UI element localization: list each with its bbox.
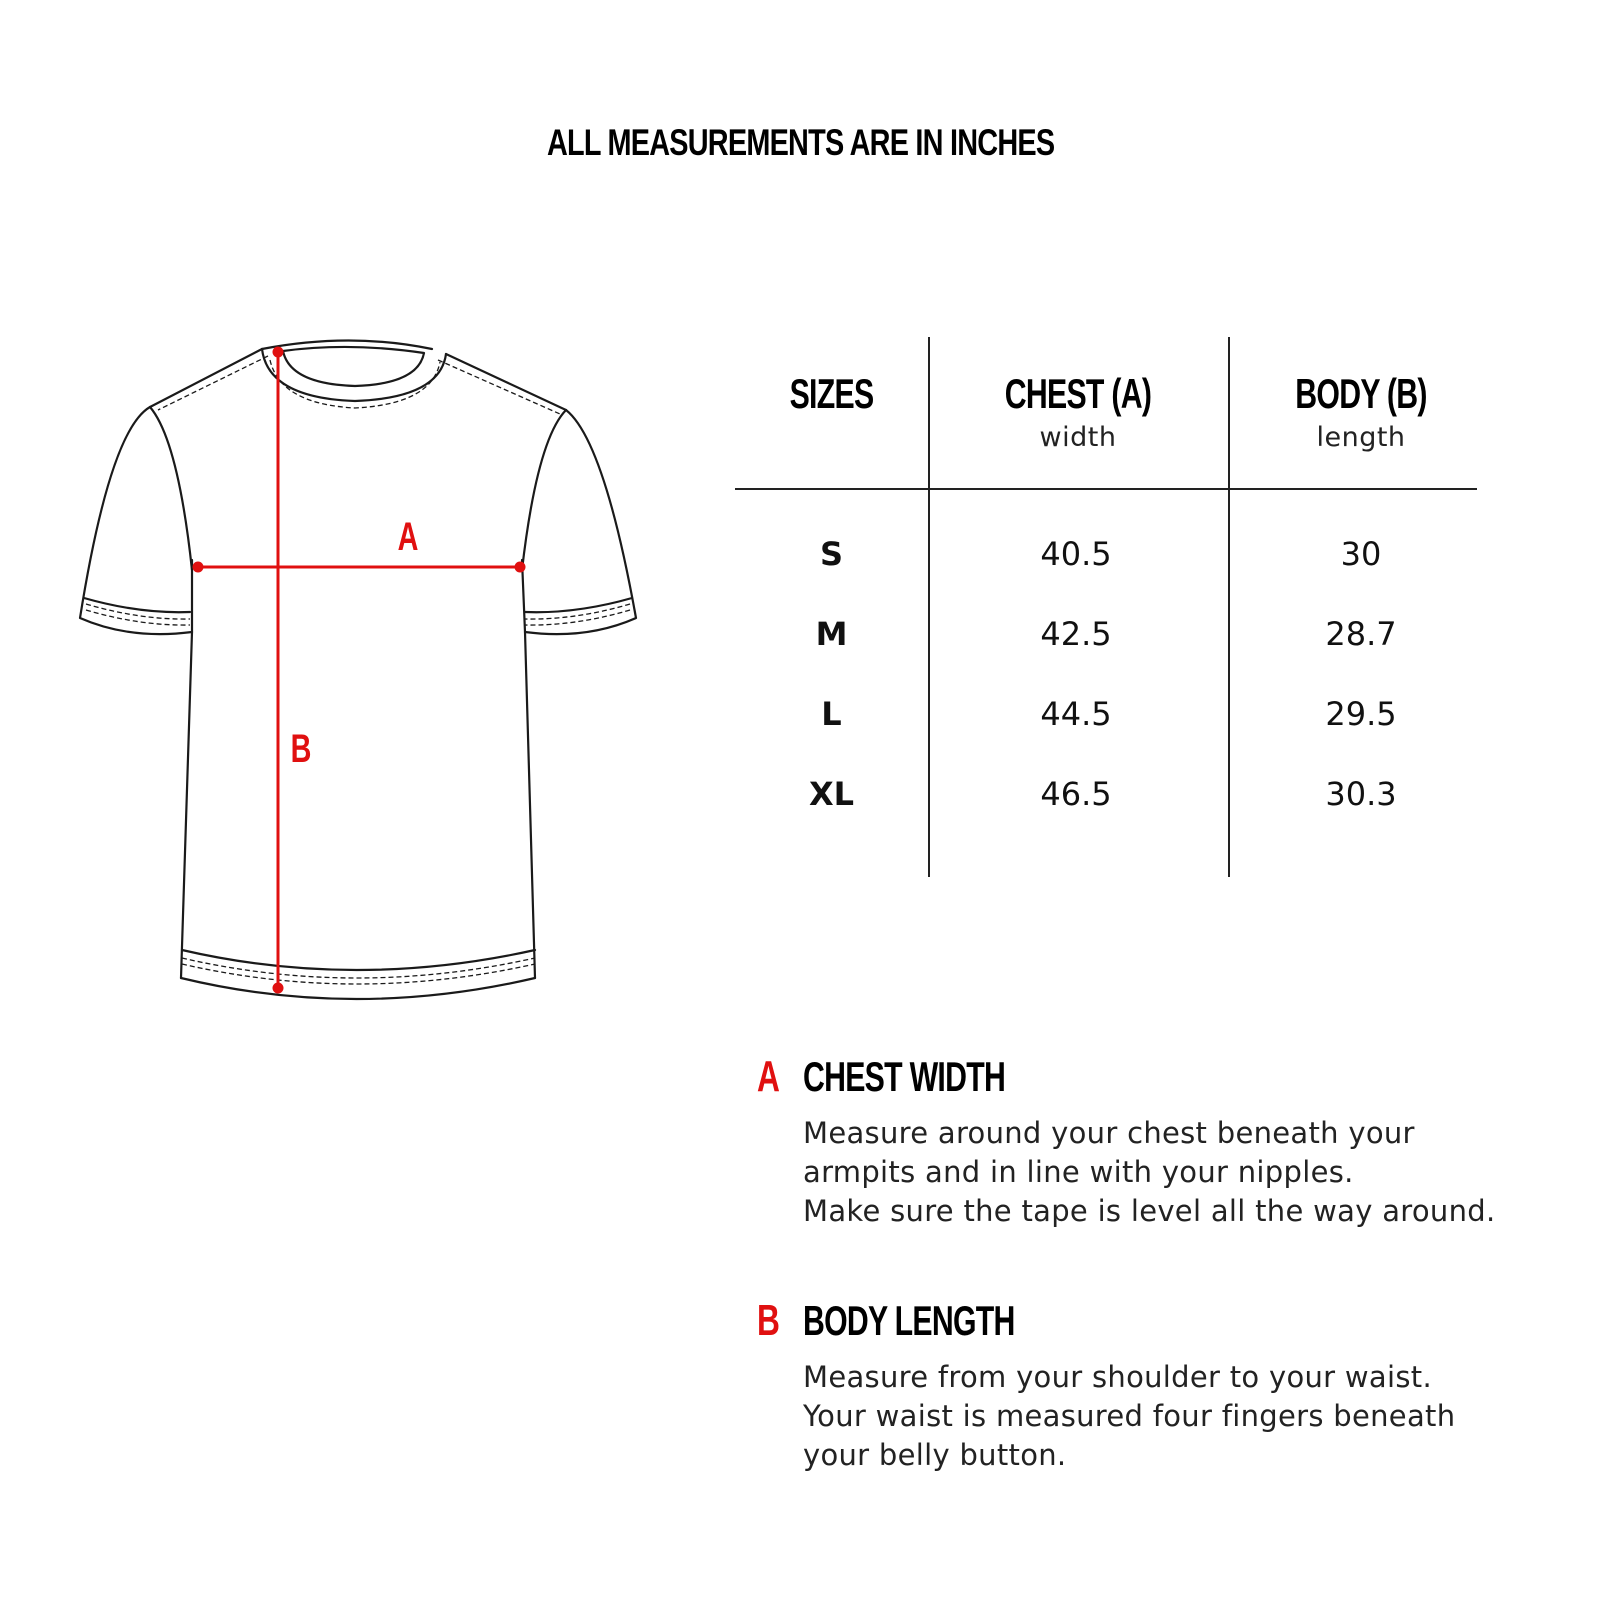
tshirt-diagram: [0, 0, 700, 1020]
cell-size: L: [821, 695, 842, 733]
column-subtitle: length: [1316, 422, 1406, 454]
definition-title: BODY LENGTH: [803, 1297, 1015, 1344]
column-title: SIZES: [789, 370, 874, 417]
definition-line: Your waist is measured four fingers beneath: [803, 1399, 1456, 1433]
tshirt-stitching: [86, 356, 630, 984]
table-row: [735, 604, 1477, 664]
column-subtitle: width: [1039, 422, 1117, 454]
measure-line-a: [193, 562, 526, 573]
measure-point-b-top: [273, 347, 284, 358]
page-heading: ALL MEASUREMENTS ARE IN INCHES: [546, 122, 1055, 163]
cell-body: 30: [1340, 535, 1382, 573]
definition-line: Measure from your shoulder to your waist.: [803, 1360, 1432, 1394]
cell-body: 28.7: [1325, 615, 1397, 653]
measure-line-b: [273, 347, 284, 994]
definition-line: your belly button.: [803, 1438, 1067, 1472]
table-header-rule: [735, 488, 1477, 490]
tshirt-outline: [80, 341, 636, 1000]
definition-text: [803, 1114, 1593, 1231]
definition-letter: A: [757, 1052, 780, 1101]
measure-point-a-left: [193, 562, 204, 573]
definition-line: Make sure the tape is level all the way around.: [803, 1194, 1496, 1228]
table-row: [735, 684, 1477, 744]
column-header-chest: [928, 370, 1228, 453]
diagram-label-b: B: [290, 726, 312, 772]
cell-chest: 42.5: [1040, 615, 1112, 653]
definition-text: [803, 1358, 1593, 1475]
cell-chest: 40.5: [1040, 535, 1112, 573]
measure-point-a-right: [515, 562, 526, 573]
table-row: [735, 524, 1477, 584]
cell-size: XL: [808, 775, 855, 813]
cell-size: S: [819, 535, 844, 573]
cell-body: 29.5: [1325, 695, 1397, 733]
cell-chest: 44.5: [1040, 695, 1112, 733]
diagram-label-a: A: [397, 514, 419, 560]
column-header-body: [1228, 370, 1494, 453]
table-row: [735, 764, 1477, 824]
definition-title: CHEST WIDTH: [803, 1053, 1006, 1100]
column-title: BODY (B): [1295, 370, 1427, 417]
cell-chest: 46.5: [1040, 775, 1112, 813]
column-header-sizes: [735, 370, 928, 418]
column-title: CHEST (A): [1004, 370, 1152, 417]
cell-body: 30.3: [1325, 775, 1397, 813]
definition-line: Measure around your chest beneath your: [803, 1116, 1415, 1150]
definition-line: armpits and in line with your nipples.: [803, 1155, 1354, 1189]
size-table: [735, 337, 1477, 877]
measure-point-b-bottom: [273, 983, 284, 994]
definition-letter: B: [757, 1296, 780, 1345]
cell-size: M: [815, 615, 848, 653]
